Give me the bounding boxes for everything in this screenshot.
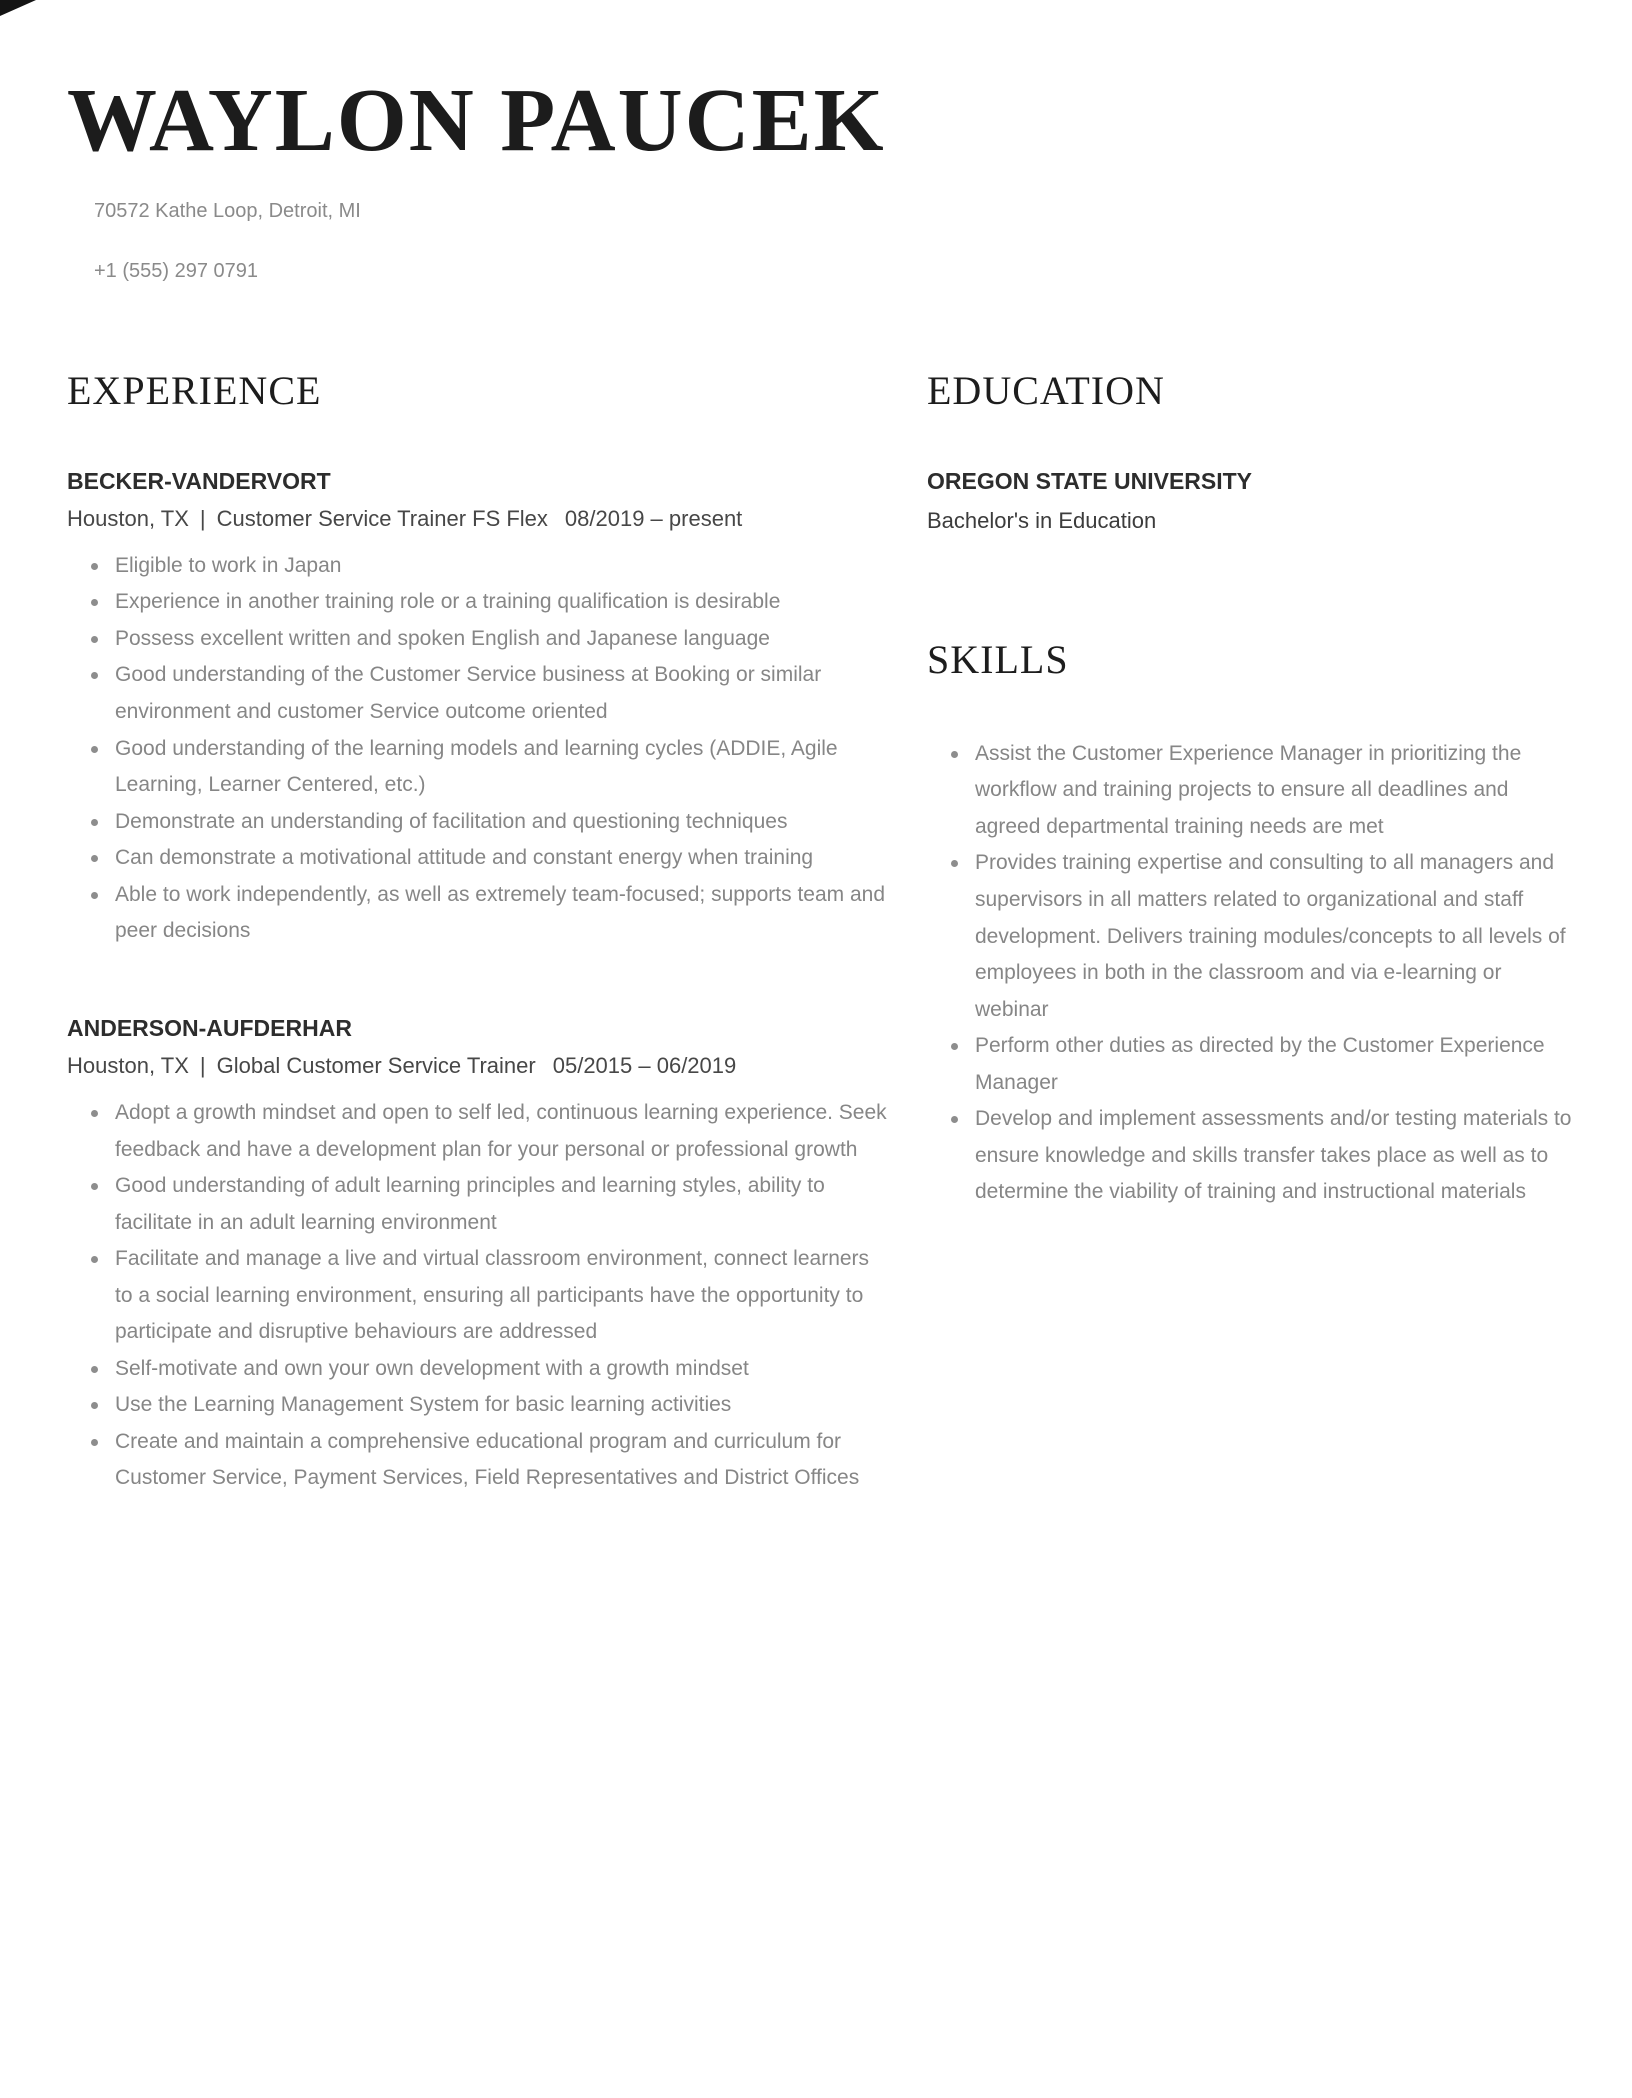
person-name: WAYLON PAUCEK (67, 71, 886, 170)
job-location: Houston, TX (67, 506, 189, 532)
experience-heading: EXPERIENCE (67, 367, 322, 413)
skills-heading: SKILLS (927, 636, 1069, 682)
right-column (927, 367, 1572, 1497)
bullet-item: Develop and implement assessments and/or testing materials to ensure knowledge and skills transfer takes place as well as to determine the viability of training and instructional materials (951, 1101, 1572, 1211)
company-name: BECKER-VANDERVORT (67, 467, 331, 494)
job-title: Global Customer Service Trainer (216, 1053, 536, 1079)
bullet-item: Good understanding of adult learning principles and learning styles, ability to facilitate in an adult learning environment (91, 1168, 889, 1241)
bullet-item: Good understanding of the Customer Service business at Booking or similar environment and customer Service outcome oriented (91, 657, 889, 730)
bullet-item: Demonstrate an understanding of facilitation and questioning techniques (91, 804, 889, 841)
skills-bullet-list (927, 736, 1572, 1211)
bullet-item: Adopt a growth mindset and open to self led, continuous learning experience. Seek feedback and have a development plan for your personal or professional growth (91, 1095, 889, 1168)
contact-address: 70572 Kathe Loop, Detroit, MI (94, 199, 361, 222)
bullet-item: Eligible to work in Japan (91, 548, 889, 585)
job-entry-anderson-aufderhar (67, 1014, 889, 1497)
bullet-item: Assist the Customer Experience Manager in prioritizing the workflow and training projects to ensure all deadlines and agreed departmental training needs are met (951, 736, 1572, 846)
page-corner-mark (0, 0, 36, 16)
education-section (927, 367, 1572, 536)
pipe-separator: | (199, 1053, 206, 1079)
job-bullet-list (67, 1095, 889, 1497)
job-dates: 08/2019 – present (564, 506, 743, 532)
job-location: Houston, TX (67, 1053, 189, 1079)
company-name: ANDERSON-AUFDERHAR (67, 1014, 352, 1041)
job-entry-becker-vandervort (67, 467, 889, 950)
school-name: OREGON STATE UNIVERSITY (927, 467, 1253, 494)
bullet-item: Use the Learning Management System for basic learning activities (91, 1387, 889, 1424)
bullet-item: Perform other duties as directed by the Customer Experience Manager (951, 1028, 1572, 1101)
bullet-item: Self-motivate and own your own development with a growth mindset (91, 1351, 889, 1388)
resume-header (67, 71, 1572, 283)
job-meta (67, 505, 889, 534)
education-heading: EDUCATION (927, 367, 1165, 413)
bullet-item: Provides training expertise and consulting to all managers and supervisors in all matters related to organizational and staff development. Delivers training modules/concepts to all levels of employees in both in the classroom and via e-learning or webinar (951, 845, 1572, 1028)
experience-section (67, 367, 889, 1497)
resume-columns (67, 367, 1572, 1497)
skills-section (927, 636, 1572, 1211)
bullet-item: Experience in another training role or a training qualification is desirable (91, 584, 889, 621)
job-meta (67, 1052, 889, 1081)
pipe-separator: | (199, 506, 206, 532)
bullet-item: Create and maintain a comprehensive educational program and curriculum for Customer Service, Payment Services, Field Representatives and District Offices (91, 1424, 889, 1497)
job-bullet-list (67, 548, 889, 950)
bullet-item: Good understanding of the learning models and learning cycles (ADDIE, Agile Learning, Learner Centered, etc.) (91, 731, 889, 804)
bullet-item: Possess excellent written and spoken English and Japanese language (91, 621, 889, 658)
contact-phone: +1 (555) 297 0791 (94, 259, 259, 282)
job-title: Customer Service Trainer FS Flex (216, 506, 548, 532)
bullet-item: Facilitate and manage a live and virtual classroom environment, connect learners to a social learning environment, ensuring all participants have the opportunity to participate and disruptive behaviours are addressed (91, 1241, 889, 1351)
bullet-item: Can demonstrate a motivational attitude and constant energy when training (91, 840, 889, 877)
bullet-item: Able to work independently, as well as extremely team-focused; supports team and peer decisions (91, 877, 889, 950)
degree: Bachelor's in Education (927, 508, 1157, 534)
job-dates: 05/2015 – 06/2019 (552, 1053, 737, 1079)
left-column (67, 367, 889, 1497)
